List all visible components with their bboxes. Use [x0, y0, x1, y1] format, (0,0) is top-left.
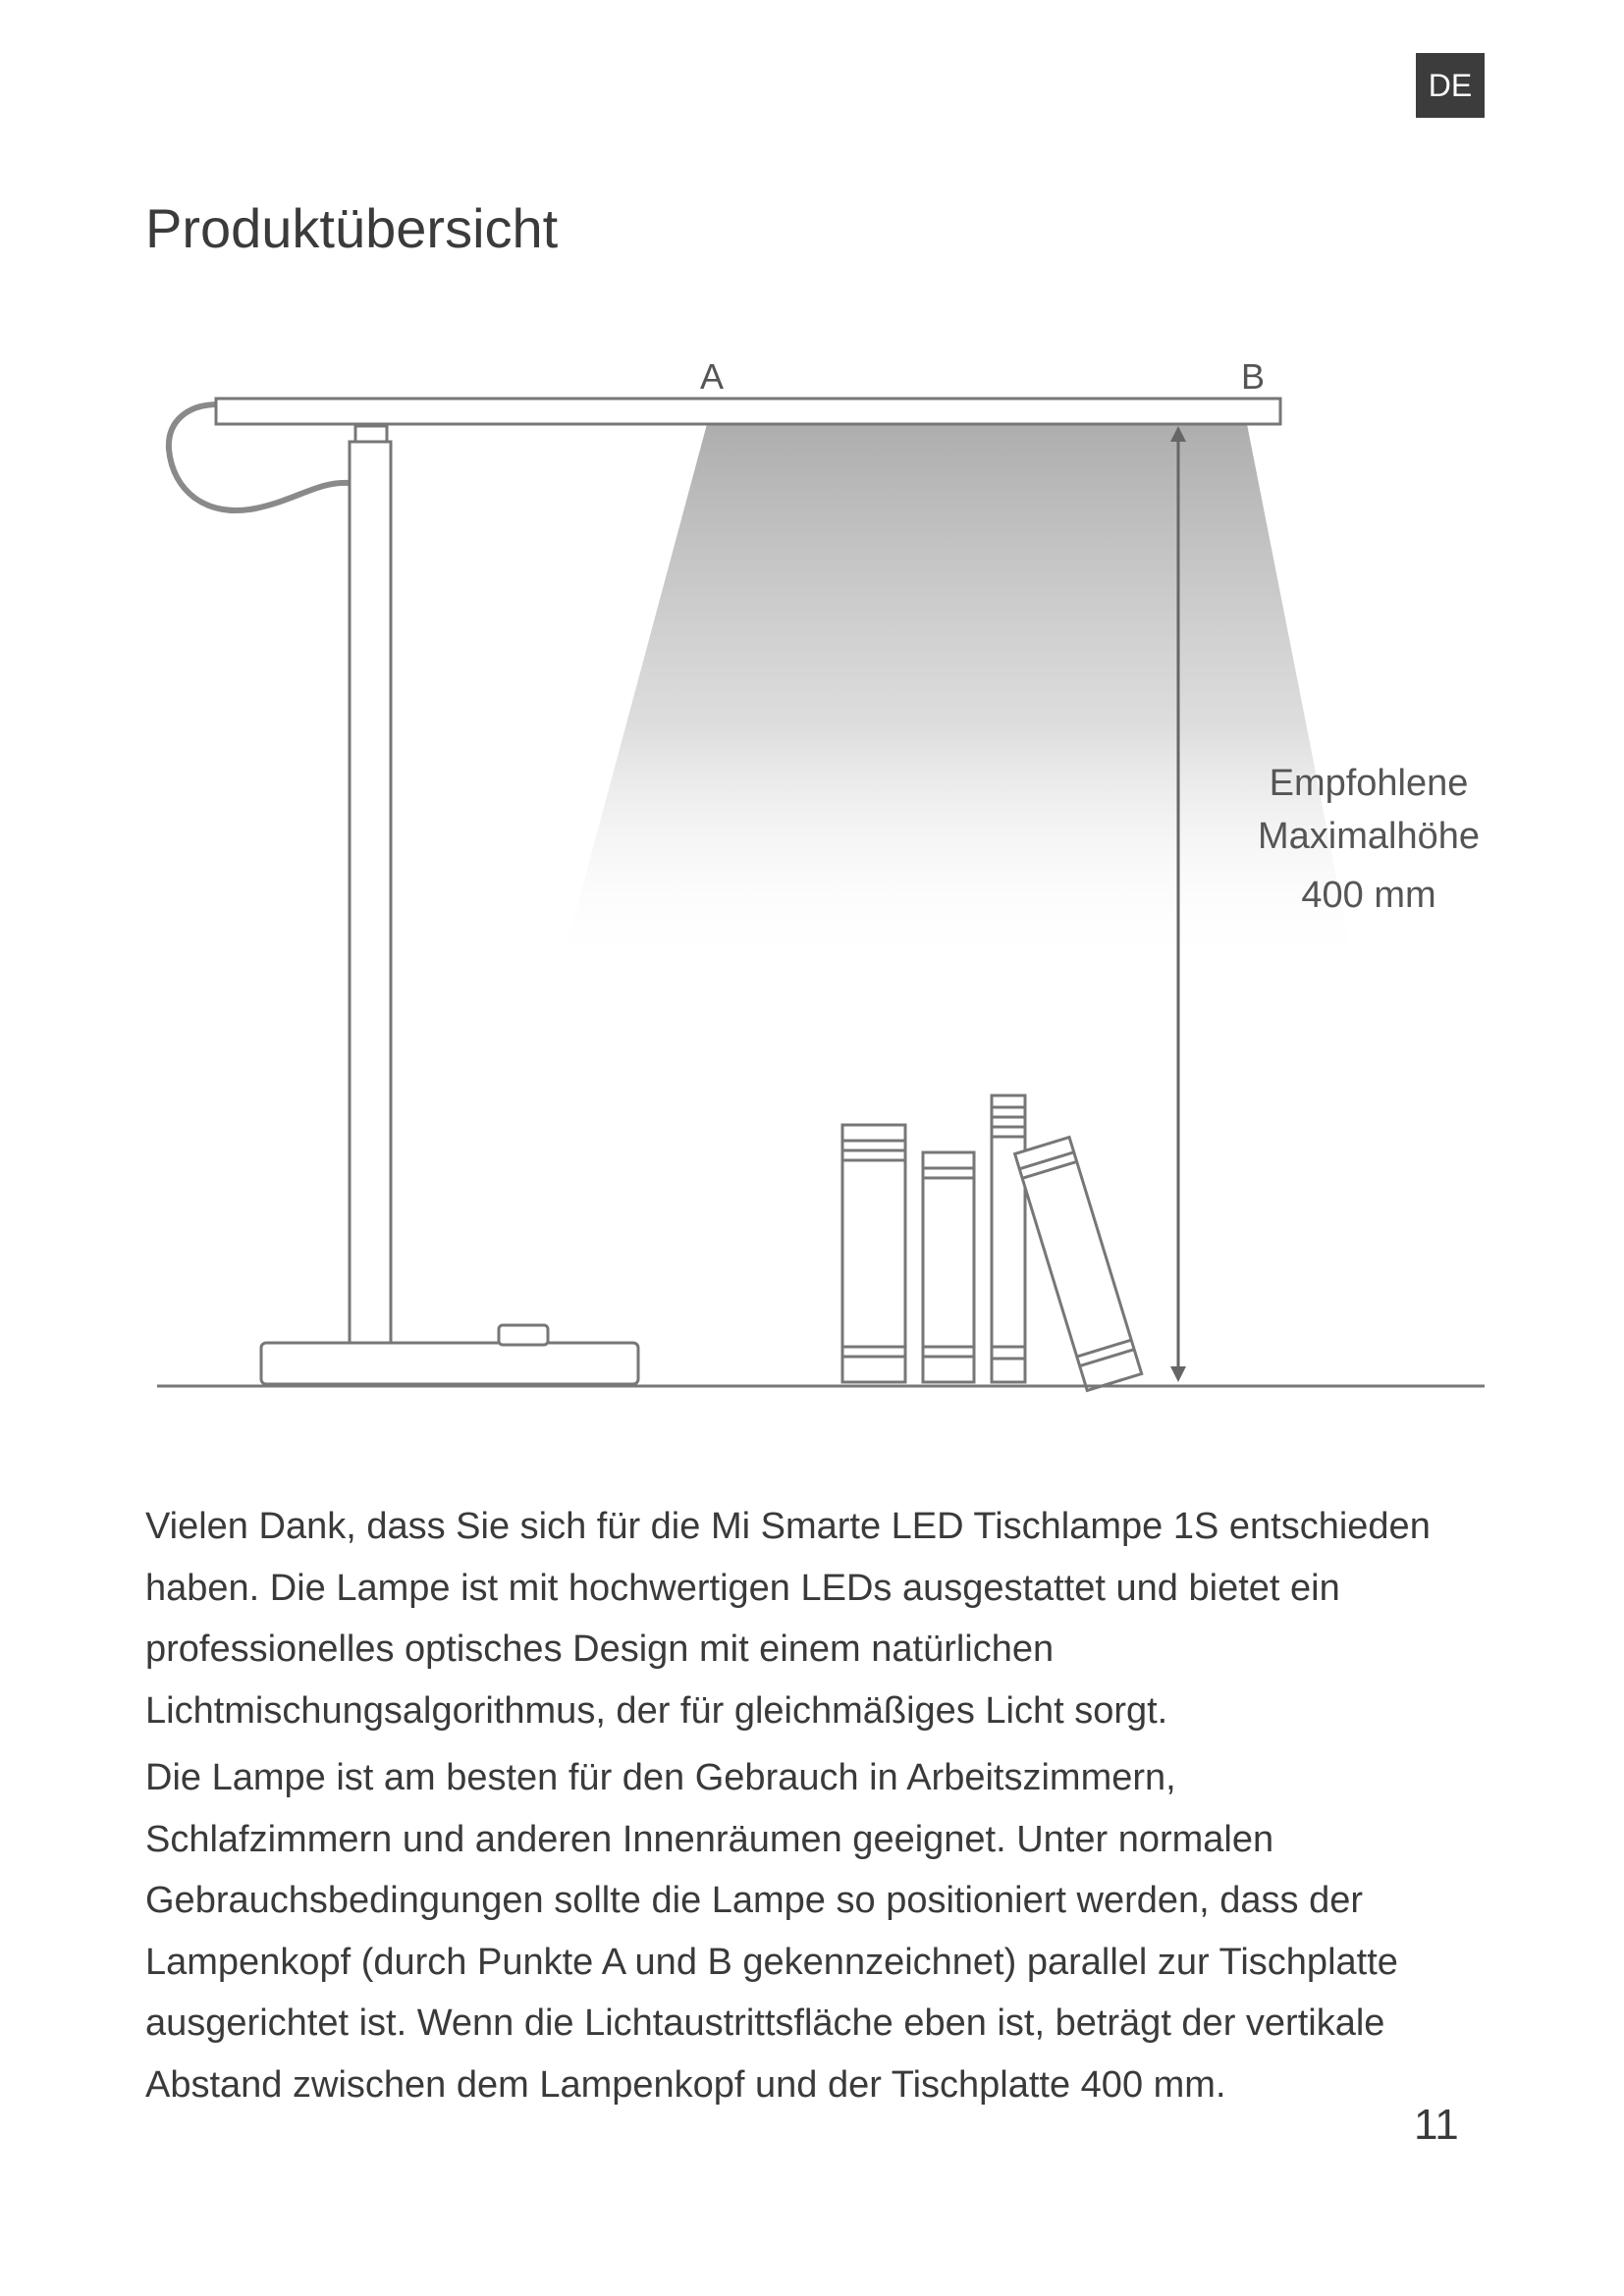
- text-line: Lichtmischungsalgorithmus, der für gleichmäßiges Licht sorgt.: [145, 1689, 1168, 1732]
- lamp-base: [261, 1343, 638, 1384]
- lamp-pole: [350, 442, 391, 1345]
- book-2: [923, 1152, 974, 1382]
- label-a: A: [699, 356, 725, 397]
- text-line: Abstand zwischen dem Lampenkopf und der Tischplatte 400 mm.: [145, 2063, 1226, 2106]
- text-line: Gebrauchsbedingungen sollte die Lampe so positioniert werden, dass der: [145, 1880, 1364, 1921]
- lamp-head: [216, 399, 1280, 424]
- page-title: Produktübersicht: [145, 197, 559, 259]
- text-line: professionelles optisches Design mit einem natürlichen: [145, 1629, 1055, 1670]
- height-label-line2: Maximalhöhe: [1258, 816, 1480, 857]
- text-line: haben. Die Lampe ist mit hochwertigen LEDs ausgestattet und bietet ein: [145, 1567, 1340, 1609]
- paragraph-2: [145, 1747, 1549, 2115]
- book-1: [842, 1125, 905, 1382]
- lamp-knob: [499, 1325, 548, 1345]
- book-4-leaning: [1015, 1138, 1142, 1391]
- language-badge: DE: [1416, 53, 1485, 118]
- lamp-joint: [355, 426, 387, 442]
- height-label-line1: Empfohlene: [1269, 763, 1469, 804]
- text-line: Lampenkopf (durch Punkte A und B gekennzeichnet) parallel zur Tischplatte: [145, 1941, 1398, 1983]
- book-3: [992, 1095, 1025, 1382]
- text-line: ausgerichtet ist. Wenn die Lichtaustrittsfläche eben ist, beträgt der vertikale: [145, 2002, 1385, 2044]
- text-line: Die Lampe ist am besten für den Gebrauch in Arbeitszimmern,: [145, 1757, 1176, 1798]
- text-line: Schlafzimmern und anderen Innenräumen geeignet. Unter normalen: [145, 1818, 1274, 1860]
- height-label-line3: 400 mm: [1301, 875, 1436, 916]
- paragraph-1: [145, 1496, 1549, 1741]
- label-b: B: [1240, 356, 1266, 397]
- page-number: 11: [1414, 2101, 1459, 2149]
- light-beam: [560, 424, 1355, 972]
- text-line: Vielen Dank, dass Sie sich für die Mi Smarte LED Tischlampe 1S entschieden: [145, 1506, 1431, 1547]
- product-diagram: [147, 344, 1492, 1453]
- books: [842, 1095, 1142, 1390]
- body-text: [145, 1496, 1549, 2121]
